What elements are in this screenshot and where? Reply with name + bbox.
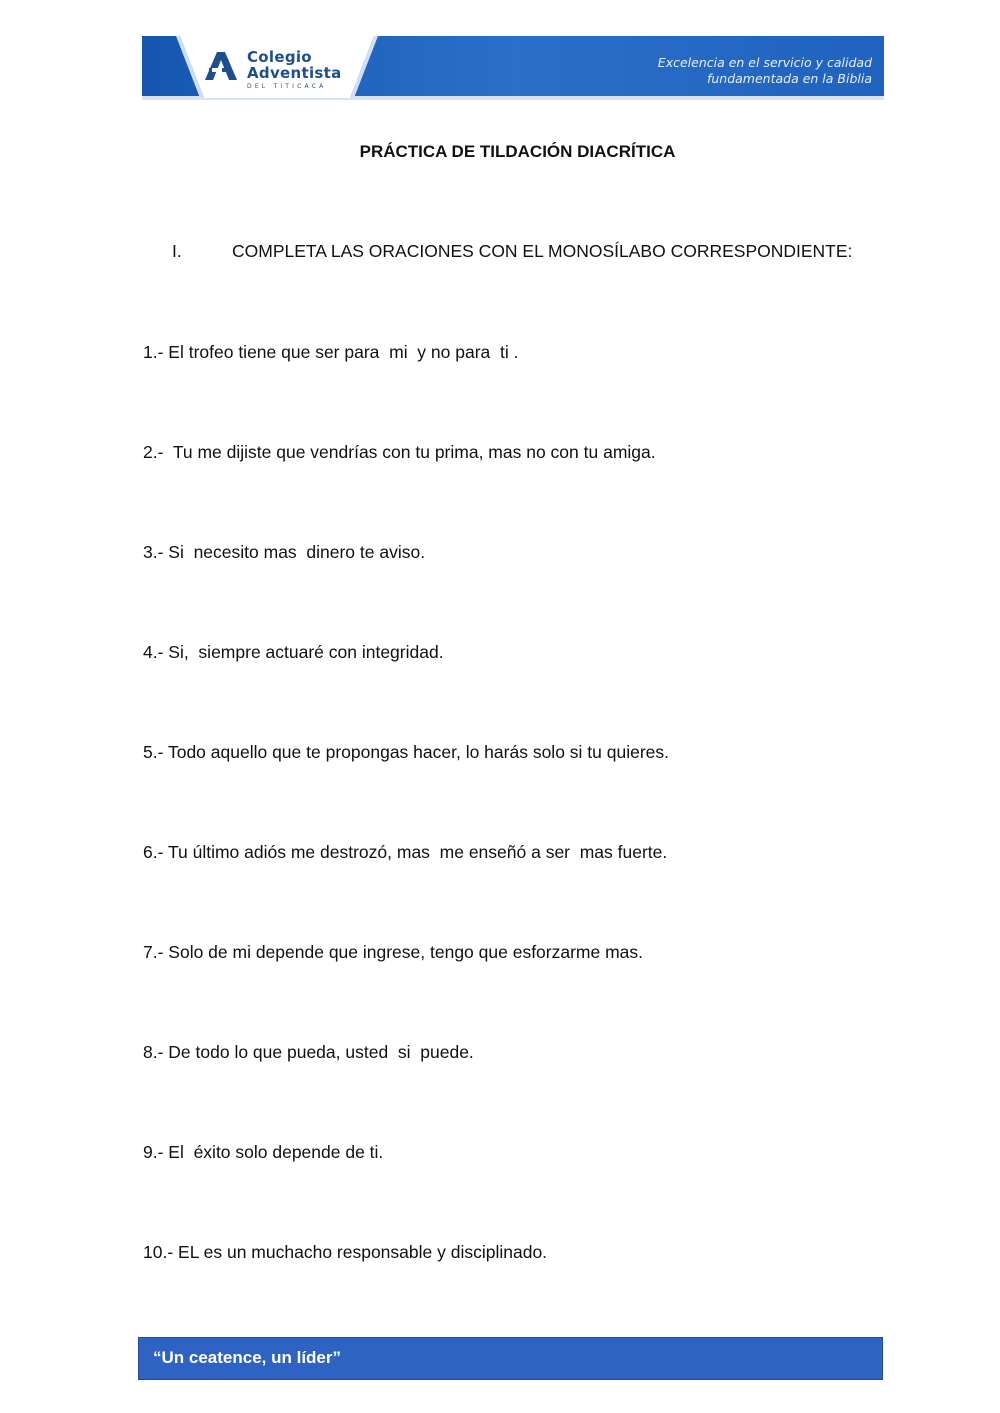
sentence-4: 4.- Si, siempre actuaré con integridad. [143, 642, 444, 662]
sentence-6: 6.- Tu último adiós me destrozó, mas me enseñó a ser mas fuerte. [143, 842, 668, 862]
page-title: PRÁCTICA DE TILDACIÓN DIACRÍTICA [359, 142, 676, 161]
section-number: I. [172, 241, 182, 261]
slogan-line-1: Excelencia en el servicio y calidad [657, 55, 872, 70]
school-logo-text [247, 50, 342, 90]
sentence-1: 1.- El trofeo tiene que ser para mi y no para ti . [143, 342, 519, 362]
sentence-10: 10.- EL es un muchacho responsable y disciplinado. [143, 1242, 548, 1262]
header-slogan [612, 55, 872, 87]
logo-line-2: Adventista [247, 64, 342, 82]
section-instruction: COMPLETA LAS ORACIONES CON EL MONOSÍLABO CORRESPONDIENTE: [232, 241, 853, 261]
footer-banner [138, 1337, 883, 1380]
sentence-5: 5.- Todo aquello que te propongas hacer, lo harás solo si tu quieres. [143, 742, 669, 762]
logo-line-1: Colegio [247, 48, 312, 66]
sentence-8: 8.- De todo lo que pueda, usted si puede. [143, 1042, 474, 1062]
school-logo-icon [203, 52, 239, 82]
slogan-line-2: fundamentada en la Biblia [706, 71, 872, 86]
sentence-7: 7.- Solo de mi depende que ingrese, tengo que esforzarme mas. [143, 942, 644, 962]
footer-motto: “Un ceatence, un líder” [153, 1348, 341, 1367]
sentence-2: 2.- Tu me dijiste que vendrías con tu prima, mas no con tu amiga. [143, 442, 656, 462]
sentence-9: 9.- El éxito solo depende de ti. [143, 1142, 384, 1162]
logo-line-3: DEL TITICACA [247, 83, 327, 90]
section-heading [172, 241, 852, 262]
sentence-3: 3.- Si necesito mas dinero te aviso. [143, 542, 426, 562]
